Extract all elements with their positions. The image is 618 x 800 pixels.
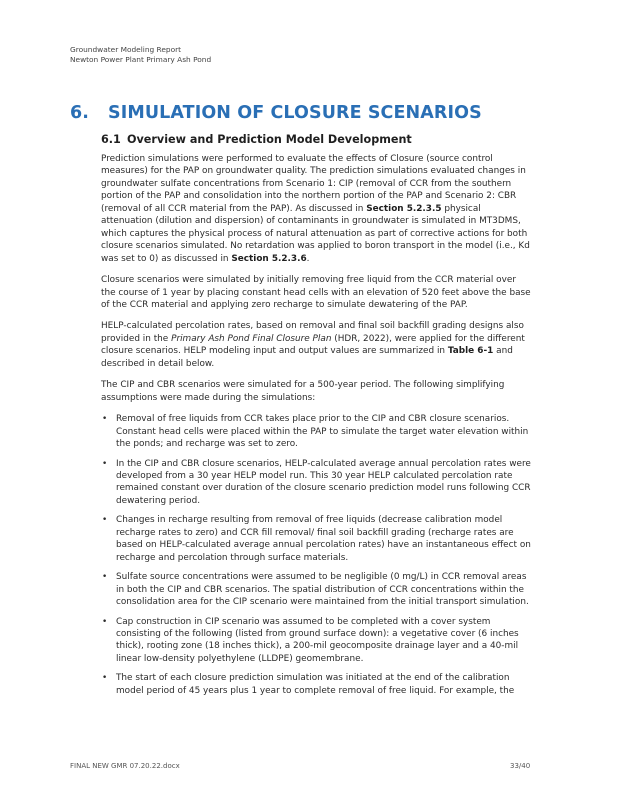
text-run: Prediction simulations were performed to evaluate the effects of Closure (source control measures) for the PAP on groundwater quality. The prediction simulations evaluated changes in groundwater sulfate concentrations from Scenario 1: CIP (removal of CCR from the southern portion of the PAP and consolidation into the northern portion of the PAP and Scenario 2: CBR (removal of all CCR material from the PAP). As discussed in	[101, 154, 526, 214]
list-item-text: Sulfate source concentrations were assumed to be negligible (0 mg/L) in CCR removal areas in both the CIP and CBR scenarios. The spatial distribution of CCR concentrations within the consolidation area for the CIP scenario were maintained from the initial transport simulation.	[116, 572, 529, 608]
list-item	[101, 413, 531, 450]
list-item	[101, 672, 531, 697]
bullet-icon: •	[102, 616, 108, 627]
paragraph	[101, 274, 531, 311]
paragraph	[101, 379, 531, 404]
section-reference: Section 5.2.3.5	[366, 203, 442, 214]
header-site-name: Newton Power Plant Primary Ash Pond	[70, 55, 212, 64]
list-item	[101, 616, 531, 666]
paragraph	[101, 153, 531, 265]
bullet-icon: •	[102, 458, 108, 469]
text-run: The CIP and CBR scenarios were simulated for a 500-year period. The following simplifying assumptions were made during the simulations:	[101, 380, 505, 403]
list-item	[101, 458, 531, 508]
table-reference: Table 6-1	[447, 346, 494, 357]
document-title-reference: Primary Ash Pond Final Closure Plan	[171, 333, 332, 344]
body-text	[101, 153, 531, 704]
running-header	[70, 45, 211, 65]
chapter-number: 6.	[70, 103, 90, 123]
list-item-text: In the CIP and CBR closure scenarios, HELP-calculated average annual percolation rates were developed from a 30 year HELP model run. This 30 year HELP calculated percolation rate remained constant over duration of the closure scenario prediction model runs following CCR dewatering period.	[116, 458, 531, 506]
text-run: and described in detail below.	[101, 346, 513, 369]
bullet-icon: •	[102, 414, 108, 425]
bullet-icon: •	[102, 515, 108, 526]
list-item-text: Removal of free liquids from CCR takes place prior to the CIP and CBR closure scenarios. Constant head cells were placed within the PAP to simulate the target water elevation within the ponds; and recharge was set to zero.	[116, 414, 529, 450]
text-run: .	[306, 253, 310, 264]
section-heading	[101, 133, 412, 146]
paragraph	[101, 320, 531, 370]
section-number: 6.1	[101, 133, 121, 146]
footer-page-number: 33/40	[510, 762, 531, 770]
footer-filename: FINAL NEW GMR 07.20.22.docx	[70, 762, 180, 770]
chapter-heading	[70, 103, 482, 123]
text-run: HELP-calculated percolation rates, based on removal and final soil backfill grading designs also provided in the	[101, 321, 524, 344]
list-item-text: The start of each closure prediction simulation was initiated at the end of the calibration model period of 45 years plus 1 year to complete removal of free liquid. For example, the	[116, 673, 515, 696]
list-item	[101, 571, 531, 608]
text-run: Closure scenarios were simulated by initially removing free liquid from the CCR material over the course of 1 year by placing constant head cells with an elevation of 520 feet above the base of the CCR material and applying zero recharge to simulate dewatering of the PAP.	[101, 275, 531, 310]
assumptions-list	[101, 413, 531, 697]
header-report-title: Groundwater Modeling Report	[70, 45, 182, 54]
text-run: (HDR, 2022), were applied for the different closure scenarios. HELP modeling input and output values are summarized in	[101, 333, 525, 357]
text-run: physical attenuation (dilution and dispersion) of contaminants in groundwater is simulated in MT3DMS, which captures the physical process of natural attenuation as part of corrective actions for both closure scenarios simulated. No retardation was applied to boron transport in the model (i.e., Kd was set to 0) as discussed in	[101, 203, 530, 264]
section-title: Overview and Prediction Model Development	[127, 133, 412, 146]
list-item-text: Cap construction in CIP scenario was assumed to be completed with a cover system consisting of the following (listed from ground surface down): a vegetative cover (6 inches thick), rooting zone (18 inches thick), a 200-mil geocomposite drainage layer and a 40-mil linear low-density polyethylene (LLDPE) geomembrane.	[116, 616, 519, 664]
list-item	[101, 514, 531, 564]
list-item-text: Changes in recharge resulting from removal of free liquids (decrease calibration model recharge rates to zero) and CCR fill removal/ final soil backfill grading (recharge rates are based on HELP-calculated average annual percolation rates) have an instantaneous effect on recharge and percolation through surface materials.	[116, 515, 531, 563]
bullet-icon: •	[102, 673, 108, 684]
bullet-icon: •	[102, 572, 108, 583]
chapter-title: SIMULATION OF CLOSURE SCENARIOS	[108, 103, 482, 123]
section-reference: Section 5.2.3.6	[231, 253, 307, 264]
